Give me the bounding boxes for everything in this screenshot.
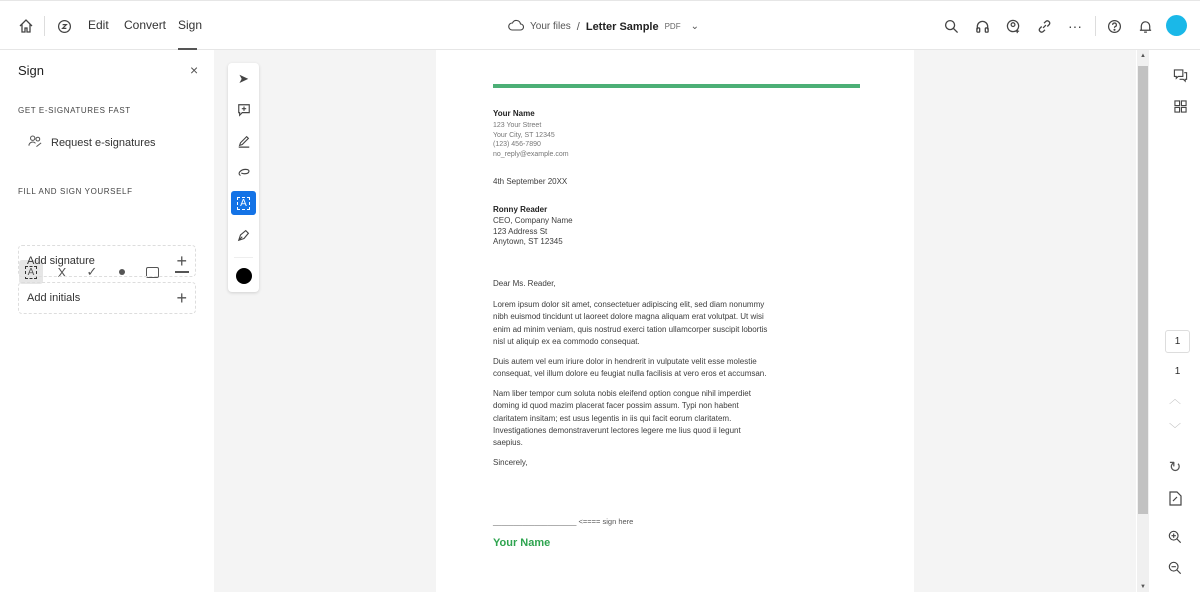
users-sign-icon bbox=[28, 134, 43, 151]
divider bbox=[1095, 16, 1096, 36]
recipient-name: Ronny Reader bbox=[493, 205, 548, 214]
pdf-page bbox=[436, 50, 914, 592]
page-fit-icon[interactable] bbox=[1163, 486, 1187, 510]
freehand-icon bbox=[237, 165, 251, 179]
sender-name: Your Name bbox=[493, 109, 535, 118]
letter-date: 4th September 20XX bbox=[493, 177, 568, 186]
panel-title: Sign bbox=[18, 63, 45, 78]
more-icon[interactable]: ··· bbox=[1068, 18, 1082, 34]
breadcrumb-separator: / bbox=[576, 20, 580, 33]
comments-icon[interactable] bbox=[1168, 63, 1192, 87]
help-icon[interactable] bbox=[1105, 17, 1123, 35]
highlight-tool[interactable] bbox=[231, 129, 256, 153]
chevron-down-icon[interactable]: ⌄ bbox=[690, 21, 699, 32]
add-initials-label: Add initials bbox=[27, 292, 81, 304]
zoom-out-icon[interactable] bbox=[1163, 556, 1187, 580]
annotation-toolbar bbox=[228, 63, 259, 292]
select-tool[interactable] bbox=[231, 67, 256, 91]
nav-convert[interactable]: Convert bbox=[124, 18, 167, 32]
address-line: Anytown, ST 12345 bbox=[493, 237, 563, 246]
add-signature-button[interactable] bbox=[18, 245, 196, 277]
add-signature-label: Add signature bbox=[27, 255, 95, 267]
scrollbar-thumb[interactable] bbox=[1138, 66, 1148, 514]
sender-address bbox=[493, 121, 569, 159]
plus-icon: + bbox=[176, 250, 187, 271]
address-line: 123 Your Street bbox=[493, 122, 542, 129]
nav-edit[interactable]: Edit bbox=[88, 18, 109, 32]
closing: Sincerely, bbox=[493, 458, 528, 467]
add-initials-button[interactable] bbox=[18, 282, 196, 314]
previous-page-chevron-up-icon[interactable]: ︿ bbox=[1168, 391, 1181, 406]
share-user-icon[interactable] bbox=[1004, 17, 1022, 35]
close-panel-button[interactable]: × bbox=[190, 62, 199, 78]
address-line: Your City, ST 12345 bbox=[493, 131, 555, 139]
page-total: 1 bbox=[1174, 366, 1181, 377]
zoom-in-icon[interactable] bbox=[1163, 525, 1187, 549]
top-bar bbox=[0, 0, 1200, 50]
paragraph: Lorem ipsum dolor sit amet, consectetuer adipiscing elit, sed diam nonummy nibh euismod tincidunt ut laoreet dolore magna aliquam erat volutpat. Ut wisi enim ad minim veniam, quis nostrud exerci tation ullamcorper suscipit lobortis nisl ut aliquip ex ea commodo consequat. bbox=[493, 300, 768, 346]
home-icon[interactable] bbox=[16, 16, 36, 36]
next-page-chevron-down-icon[interactable]: ﹀ bbox=[1168, 421, 1181, 436]
cross-icon: X bbox=[57, 264, 67, 280]
headphones-icon[interactable] bbox=[973, 17, 991, 35]
pen-icon bbox=[237, 134, 251, 148]
text-tool-active[interactable] bbox=[231, 191, 256, 215]
file-type: PDF bbox=[664, 22, 681, 31]
email: no_reply@example.com bbox=[493, 150, 569, 158]
divider bbox=[44, 16, 45, 36]
salutation: Dear Ms. Reader, bbox=[493, 279, 556, 288]
search-icon[interactable] bbox=[942, 17, 960, 35]
section-heading: FILL AND SIGN YOURSELF bbox=[18, 187, 133, 196]
draw-tool[interactable] bbox=[231, 160, 256, 184]
page-number-input[interactable]: 1 bbox=[1165, 330, 1190, 353]
paragraph: Duis autem vel eum iriure dolor in hendrerit in vulputate velit esse molestie consequat, vel illum dolore eu feugiat nulla facilisis at vero eros et accumsan. bbox=[493, 357, 767, 379]
breadcrumb bbox=[508, 19, 699, 34]
nav-sign[interactable]: Sign bbox=[178, 18, 203, 32]
signature-name: Your Name bbox=[493, 537, 551, 549]
phone: (123) 456-7890 bbox=[493, 141, 541, 148]
plus-icon: + bbox=[176, 287, 187, 308]
address-line: CEO, Company Name bbox=[493, 216, 573, 225]
color-picker[interactable] bbox=[231, 264, 256, 288]
add-comment-tool[interactable] bbox=[231, 98, 256, 122]
cloud-icon bbox=[508, 19, 524, 34]
notifications-bell-icon[interactable] bbox=[1136, 17, 1154, 35]
text-field-icon: A bbox=[237, 197, 250, 210]
check-icon: ✓ bbox=[86, 264, 98, 279]
request-esignatures-button[interactable] bbox=[28, 134, 156, 151]
sign-panel bbox=[0, 50, 214, 592]
avatar[interactable] bbox=[1166, 15, 1187, 36]
request-esignatures-label: Request e-signatures bbox=[51, 136, 156, 149]
divider bbox=[234, 257, 253, 258]
address-line: 123 Address St bbox=[493, 226, 548, 236]
color-swatch bbox=[236, 268, 252, 284]
rotate-icon[interactable]: ↻ bbox=[1168, 459, 1182, 476]
sign-here-line: ____________________ <==== sign here bbox=[493, 517, 634, 526]
section-heading: GET E-SIGNATURES FAST bbox=[18, 106, 131, 115]
scroll-up-arrow[interactable]: ▲ bbox=[1140, 53, 1146, 59]
comment-plus-icon bbox=[237, 103, 251, 117]
scroll-down-arrow[interactable]: ▼ bbox=[1140, 584, 1146, 590]
breadcrumb-root[interactable]: Your files bbox=[530, 21, 571, 32]
file-name[interactable]: Letter Sample bbox=[585, 20, 659, 33]
cursor-icon: ➤ bbox=[238, 71, 249, 86]
header-accent-bar bbox=[493, 84, 860, 88]
text-field-icon: A bbox=[25, 266, 38, 279]
sign-tool[interactable] bbox=[231, 223, 256, 247]
paragraph: Nam liber tempor cum soluta nobis eleifend option congue nihil imperdiet doming id quod mazim placerat facer possim assum. Typi non habent claritatem insitam; est usus legentis in iis qui facit eorum claritatem. Investigationes demonstraverunt lectores legere me lius quod ii legunt saepius. bbox=[493, 389, 751, 448]
vertical-scrollbar[interactable] bbox=[1137, 50, 1149, 592]
link-icon[interactable] bbox=[1035, 17, 1053, 35]
recipient-address bbox=[493, 216, 573, 248]
right-rail bbox=[1160, 50, 1200, 592]
thumbnails-grid-icon[interactable] bbox=[1168, 94, 1192, 118]
ai-assistant-icon[interactable] bbox=[54, 16, 74, 36]
fountain-pen-icon bbox=[237, 228, 251, 242]
